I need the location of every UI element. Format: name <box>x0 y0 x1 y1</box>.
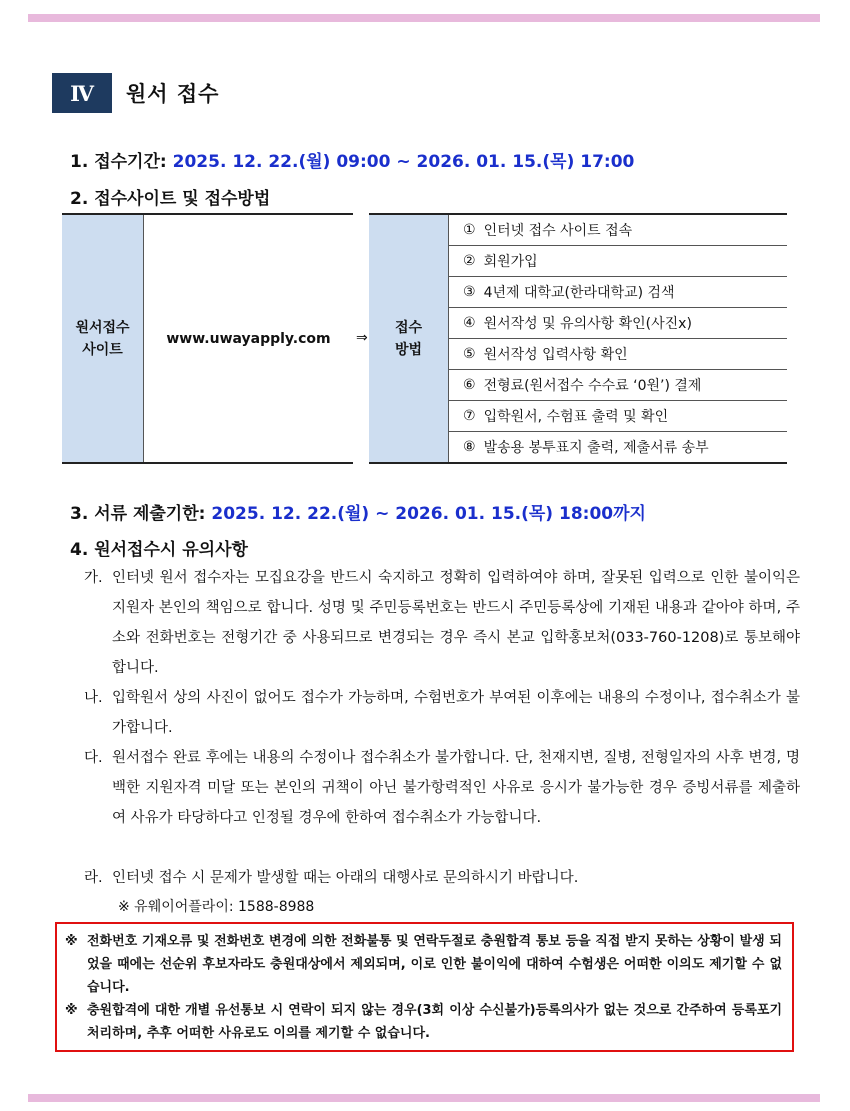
deadline-label: 3. 서류 제출기한: <box>70 504 206 524</box>
period-label: 1. 접수기간: <box>70 152 167 172</box>
caution-item <box>84 743 800 833</box>
caution-text: 인터넷 접수 시 문제가 발생할 때는 아래의 대행사로 문의하시기 바랍니다. <box>112 870 579 886</box>
method-step <box>449 370 787 401</box>
method-step <box>449 432 787 462</box>
caution-item <box>84 563 800 683</box>
deadline-value: 2025. 12. 22.(월) ~ 2026. 01. 15.(목) 18:00까지 <box>211 504 646 524</box>
notice-mark: ※ <box>65 1003 78 1018</box>
site-header-line1: 원서접수 <box>75 319 130 336</box>
notice-item <box>65 999 782 1045</box>
step-text: 인터넷 접수 사이트 접속 <box>483 223 633 239</box>
contact-note: ※ 유웨이어플라이: 1588-8988 <box>118 899 315 915</box>
step-text: 회원가입 <box>483 254 538 270</box>
caution-label: 다. <box>84 750 103 766</box>
notice-text: 전화번호 기재오류 및 전화번호 변경에 의한 전화불통 및 연락두절로 충원합격 통보 등을 직접 받지 못하는 상황이 발생 되었을 때에는 선순위 후보자라도 충원대상에서 제외되며, 이로 인한 불이익에 대하여 수험생은 어떠한 이의도 제기할 수 없습니다. <box>87 934 782 995</box>
method-table <box>369 213 787 464</box>
site-table <box>62 213 353 464</box>
caution-label: 나. <box>84 690 103 706</box>
step-text: 원서작성 및 유의사항 확인(사진x) <box>483 316 692 332</box>
cautions-heading: 4. 원서접수시 유의사항 <box>70 540 248 560</box>
method-header-line2: 방법 <box>394 341 423 358</box>
site-header-cell <box>62 215 144 462</box>
method-step <box>449 215 787 246</box>
notice-mark: ※ <box>65 934 78 949</box>
period-value: 2025. 12. 22.(월) 09:00 ~ 2026. 01. 15.(목) 17:00 <box>172 152 635 172</box>
step-text: 발송용 봉투표지 출력, 제출서류 송부 <box>483 440 709 456</box>
step-number: ④ <box>463 315 476 331</box>
method-step <box>449 246 787 277</box>
section-header <box>52 73 219 113</box>
method-header-line1: 접수 <box>394 319 423 336</box>
caution-item <box>84 863 800 893</box>
site-header-line2: 사이트 <box>82 341 123 358</box>
step-number: ① <box>463 222 476 238</box>
method-step <box>449 277 787 308</box>
section-title: 원서 접수 <box>126 82 220 106</box>
section-number: Ⅳ <box>52 73 112 113</box>
right-arrow-icon: ⇒ <box>356 330 368 346</box>
method-step <box>449 339 787 370</box>
period-heading <box>70 147 634 172</box>
step-number: ⑦ <box>463 408 476 424</box>
step-number: ② <box>463 253 476 269</box>
bottom-decorative-bar <box>28 1094 820 1102</box>
step-text: 4년제 대학교(한라대학교) 검색 <box>483 285 675 301</box>
caution-label: 가. <box>84 570 103 586</box>
method-steps <box>449 215 787 462</box>
step-text: 입학원서, 수험표 출력 및 확인 <box>483 409 669 425</box>
step-text: 원서작성 입력사항 확인 <box>483 347 628 363</box>
caution-text: 원서접수 완료 후에는 내용의 수정이나 접수취소가 불가합니다. 단, 천재지변, 질병, 전형일자의 사후 변경, 명백한 지원자격 미달 또는 본인의 귀책이 아닌 불가항력적인 사유로 응시가 불가능한 경우 증빙서류를 제출하여 사유가 타당하다고 인정될 경우에 한하여 접수취소가 가능합니다. <box>112 750 800 826</box>
method-header-cell <box>369 215 449 462</box>
caution-text: 입학원서 상의 사진이 없어도 접수가 가능하며, 수험번호가 부여된 이후에는 내용의 수정이나, 접수취소가 불가합니다. <box>112 690 800 736</box>
method-step <box>449 308 787 339</box>
deadline-heading <box>70 499 646 524</box>
top-decorative-bar <box>28 14 820 22</box>
step-number: ⑧ <box>463 439 476 455</box>
step-number: ③ <box>463 284 476 300</box>
site-method-heading: 2. 접수사이트 및 접수방법 <box>70 189 271 209</box>
step-text: 전형료(원서접수 수수료 ‘0원’) 결제 <box>483 378 702 394</box>
step-number: ⑤ <box>463 346 476 362</box>
caution-text: 인터넷 원서 접수자는 모집요강을 반드시 숙지하고 정확히 입력하여야 하며, 잘못된 입력으로 인한 불이익은 지원자 본인의 책임으로 합니다. 성명 및 주민등록번호는 반드시 주민등록상에 기재된 내용과 같아야 하며, 주소와 전화번호는 전형기간 중 사용되므로 변경되는 경우 즉시 본교 입학홍보처(033-760-1208)로 통보해야 합니다. <box>112 570 800 676</box>
caution-label: 라. <box>84 870 103 886</box>
site-url[interactable]: www.uwayapply.com <box>166 330 331 347</box>
notice-item <box>65 930 782 999</box>
step-number: ⑥ <box>463 377 476 393</box>
notice-box <box>55 922 794 1052</box>
method-step <box>449 401 787 432</box>
caution-item <box>84 683 800 743</box>
notice-text: 충원합격에 대한 개별 유선통보 시 연락이 되지 않는 경우(3회 이상 수신불가)등록의사가 없는 것으로 간주하여 등록포기 처리하며, 추후 어떠한 사유로도 이의를 제기할 수 없습니다. <box>87 1003 782 1041</box>
